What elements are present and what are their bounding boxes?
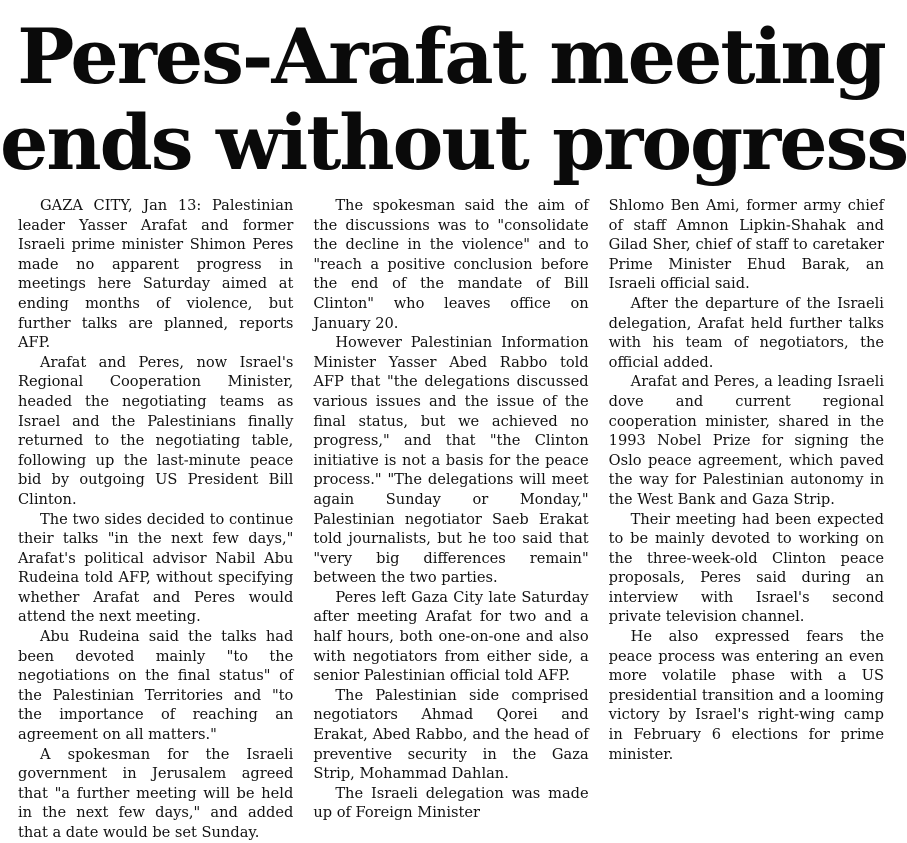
- article-paragraph: Arafat and Peres, a leading Israeli dove and current regional cooperation minister, shared in the 1993 Nobel Prize for signing the Oslo peace agreement, which paved the way for Palestinian autonomy in the West Bank and Gaza Strip.: [608, 373, 884, 508]
- headline-line-2: ends without progress: [0, 98, 907, 187]
- article-body: [18, 196, 884, 841]
- article-paragraph: The Israeli delegation was made up of Foreign Minister: [313, 784, 589, 822]
- headline-line-1: Peres-Arafat meeting: [17, 12, 885, 101]
- article-paragraph: Abu Rudeina said the talks had been devoted mainly "to the negotiations on the final status" of the Palestinian Territories and "to the importance of reaching an agreement on all matters.": [18, 628, 294, 744]
- article-column-3: [609, 196, 884, 826]
- article-column-2: [313, 196, 588, 826]
- article-paragraph: The Palestinian side comprised negotiators Ahmad Qorei and Erakat, Abed Rabbo, and the head of preventive security in the Gaza Strip, Mohammad Dahlan.: [313, 686, 589, 783]
- article-paragraph: Shlomo Ben Ami, former army chief of staff Amnon Lipkin-Shahak and Gilad Sher, chief of staff to caretaker Prime Minister Ehud Barak, an Israeli official said.: [608, 197, 884, 293]
- headline: [0, 12, 907, 187]
- article-paragraph: The spokesman said the aim of the discussions was to "consolidate the decline in the violence" and to "reach a positive conclusion before the end of the mandate of Bill Clinton" who leaves office on January 20.: [313, 197, 589, 332]
- article-paragraph: However Palestinian Information Minister Yasser Abed Rabbo told AFP that "the delegations discussed various issues and the issue of the final status, but we achieved no progress," and that "the Clinton initiative is not a basis for the peace process." "The delegations will meet again Sunday or Monday," Palestinian negotiator Saeb Erakat told journalists, but he too said that "very big differences remain" between the two parties.: [313, 334, 589, 587]
- article-paragraph: A spokesman for the Israeli government in Jerusalem agreed that "a further meeting will be held in the next few days," and added that a date would be set Sunday.: [18, 745, 294, 841]
- article-paragraph: GAZA CITY, Jan 13: Palestinian leader Yasser Arafat and former Israeli prime minister Shimon Peres made no apparent progress in meetings here Saturday aimed at ending months of violence, but further talks are planned, reports AFP.: [18, 197, 294, 352]
- article-paragraph: Their meeting had been expected to be mainly devoted to working on the three-week-old Clinton peace proposals, Peres said during an interview with Israel's second private television channel.: [608, 510, 884, 626]
- article-paragraph: After the departure of the Israeli delegation, Arafat held further talks with his team of negotiators, the official added.: [608, 294, 884, 371]
- article-paragraph: Arafat and Peres, now Israel's Regional Cooperation Minister, headed the negotiating teams as Israel and the Palestinians finally returned to the negotiating table, following up the last-minute peace bid by outgoing US President Bill Clinton.: [18, 353, 294, 508]
- article-paragraph: He also expressed fears the peace process was entering an even more volatile phase with a US presidential transition and a looming victory by Israel's right-wing camp in February 6 elections for prime minister.: [608, 628, 884, 763]
- article-column-1: [18, 196, 294, 841]
- article-paragraph: The two sides decided to continue their talks "in the next few days," Arafat's political advisor Nabil Abu Rudeina told AFP, without specifying whether Arafat and Peres would attend the next meeting.: [18, 510, 294, 626]
- article-paragraph: Peres left Gaza City late Saturday after meeting Arafat for two and a half hours, both one-on-one and also with negotiators from either side, a senior Palestinian official told AFP.: [313, 588, 589, 685]
